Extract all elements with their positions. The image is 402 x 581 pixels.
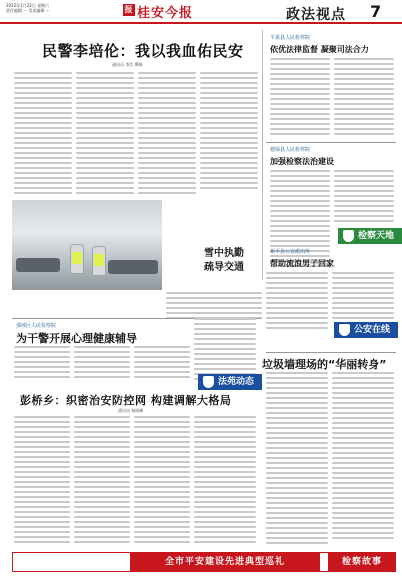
bottom-story-col4 <box>194 416 256 546</box>
bottom-story-col3 <box>134 416 190 546</box>
right-lower-col1 <box>266 272 328 332</box>
header-editors: 责任编辑 ··· 美术编辑 ··· <box>6 8 50 13</box>
left-mid-col2 <box>74 346 130 381</box>
shield-icon <box>339 324 350 336</box>
shield-icon <box>343 230 354 242</box>
snow-duty-photo <box>12 200 162 290</box>
bottom-story-col1 <box>14 416 70 546</box>
main-story-col3 <box>138 72 196 197</box>
right-lower-col2 <box>332 272 394 322</box>
photo-car <box>108 260 158 274</box>
right-mid-kicker: 德保县人民检察院 <box>270 147 311 153</box>
main-story-col2 <box>76 72 134 197</box>
logo-mark: 报 <box>124 5 134 14</box>
bottom-story-col2 <box>74 416 130 546</box>
badge-gongan-label: 公安在线 <box>354 325 391 335</box>
left-mid-title: 为干警开展心理健康辅导 <box>16 332 137 345</box>
right-lower-kicker: 新平县公安派出所 <box>270 249 311 255</box>
section-title: 政法视点 <box>286 7 346 23</box>
snow-title-line1: 雪中执勤 <box>204 248 244 259</box>
header-date: 2022年1月22日 星期六 <box>6 3 50 8</box>
right-lower-title: 帮助流浪男子回家 <box>270 259 334 268</box>
left-mid-kicker: 那坡区人民检察院 <box>16 323 57 329</box>
left-mid-col1 <box>14 346 70 381</box>
right-top-title: 依优法律监督 凝聚司法合力 <box>270 45 369 54</box>
right-top-kicker: 平果县人民检察院 <box>270 35 311 41</box>
right-bottom-title: 垃圾墙理场的“华丽转身” <box>262 358 387 371</box>
left-mid-col3 <box>134 346 190 381</box>
bottom-headline: 彭桥乡：织密治安防控网 构建调解大格局 <box>20 394 232 407</box>
right-mid-title: 加强检察法治建设 <box>270 157 334 166</box>
badge-fayuan <box>198 374 262 390</box>
main-headline: 民警李培伦：我以我血佑民安 <box>42 42 244 60</box>
page-header <box>0 0 402 24</box>
column-divider <box>262 30 263 280</box>
right-mid-col2 <box>334 170 394 225</box>
newspaper-logo <box>123 2 193 21</box>
badge-jianchatiandi <box>338 228 402 244</box>
badge-fayuan-label: 法苑动态 <box>218 377 255 387</box>
snow-title-line2: 疏导交通 <box>204 262 244 273</box>
badge-gongan <box>334 322 398 338</box>
footer-right-label: 检察故事 <box>328 553 396 571</box>
photo-vest <box>72 252 82 264</box>
right-top-col2 <box>334 58 394 138</box>
right-mid-col1 <box>270 170 330 270</box>
page-number: 7 <box>370 2 382 21</box>
main-story-col1 <box>14 72 72 197</box>
photo-vest <box>94 254 104 266</box>
main-story-col4 <box>200 72 258 192</box>
footer-banner: 全市平安建设先进典型巡礼 <box>130 553 320 571</box>
shield-icon <box>203 376 214 388</box>
right-top-col1 <box>270 58 330 138</box>
right-divider-1 <box>266 142 396 143</box>
badge-jianchatiandi-label: 检察天地 <box>358 231 395 241</box>
photo-car <box>16 258 60 272</box>
logo-text: 桂安今报 <box>137 6 194 21</box>
right-bottom-col2 <box>332 372 394 542</box>
right-bottom-col1 <box>266 372 328 547</box>
right-bottom-divider <box>266 352 396 353</box>
header-meta <box>6 3 49 13</box>
snow-photo-title <box>204 247 244 275</box>
bottom-byline: 通讯员 杨晓峰 <box>118 408 144 413</box>
main-byline: 通讯员 李浩 撰稿 <box>112 62 143 67</box>
